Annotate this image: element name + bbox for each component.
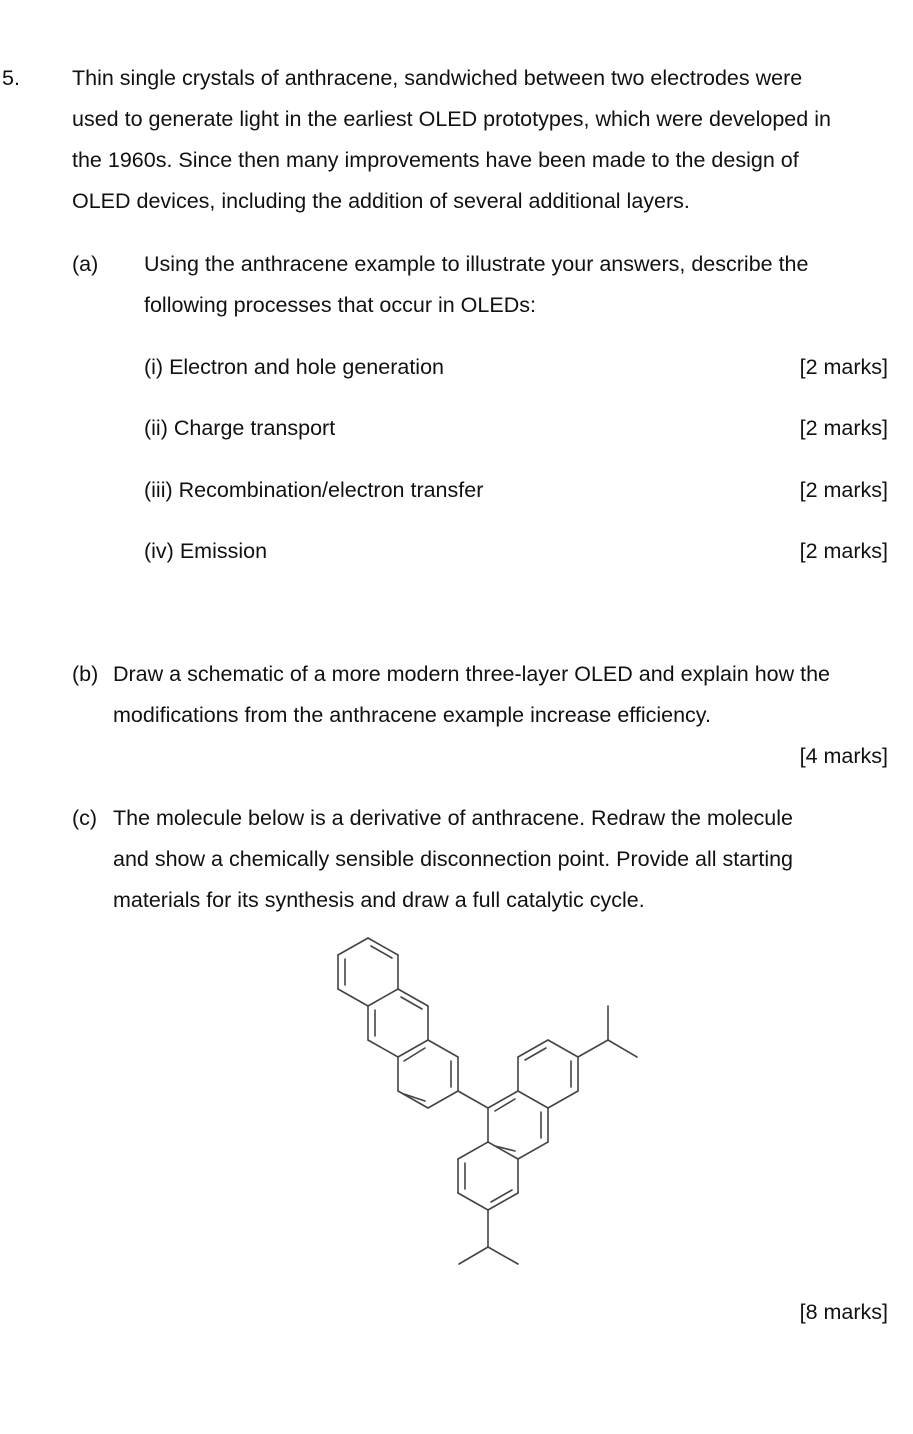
intro-line: Thin single crystals of anthracene, sandwiched between two electrodes were xyxy=(72,66,803,90)
intro-line: the 1960s. Since then many improvements have been made to the design of xyxy=(72,148,799,172)
subpart-item: (ii) Charge transport xyxy=(144,416,336,440)
question-number: 5. xyxy=(2,66,20,90)
marks-label: [2 marks] xyxy=(799,539,888,563)
marks-label: [8 marks] xyxy=(799,1300,888,1324)
intro-line: used to generate light in the earliest OLED prototypes, which were developed in xyxy=(72,107,831,131)
isopropyl-bottom xyxy=(459,1210,518,1264)
part-a-text-line: following processes that occur in OLEDs: xyxy=(144,293,536,317)
ring-f xyxy=(458,1142,518,1210)
ring-e xyxy=(488,1091,548,1159)
part-b-text-line: modifications from the anthracene example increase efficiency. xyxy=(113,703,711,727)
subpart-item: (iii) Recombination/electron transfer xyxy=(144,478,484,502)
intro-line: OLED devices, including the addition of several additional layers. xyxy=(72,189,690,213)
part-c-text-line: and show a chemically sensible disconnection point. Provide all starting xyxy=(113,847,794,871)
marks-label: [2 marks] xyxy=(799,478,888,502)
ring-c xyxy=(398,1040,458,1108)
part-a-text-line: Using the anthracene example to illustrate your answers, describe the xyxy=(144,252,809,276)
part-a-label: (a) xyxy=(72,252,99,276)
subpart-item: (i) Electron and hole generation xyxy=(144,355,444,379)
part-b-label: (b) xyxy=(72,662,99,686)
part-c-text-line: The molecule below is a derivative of anthracene. Redraw the molecule xyxy=(113,806,794,830)
ring-a xyxy=(338,938,398,1006)
marks-label: [4 marks] xyxy=(799,744,888,768)
ring-b xyxy=(368,989,428,1057)
isopropyl-top-right xyxy=(578,1006,637,1057)
ring-d xyxy=(518,1040,578,1108)
subpart-item: (iv) Emission xyxy=(144,539,268,563)
marks-label: [2 marks] xyxy=(799,355,888,379)
aryl-aryl-bond xyxy=(458,1091,488,1108)
part-c-label: (c) xyxy=(72,806,98,830)
part-c-text-line: materials for its synthesis and draw a full catalytic cycle. xyxy=(113,888,645,912)
marks-label: [2 marks] xyxy=(799,416,888,440)
part-b-text-line: Draw a schematic of a more modern three-layer OLED and explain how the xyxy=(113,662,831,686)
